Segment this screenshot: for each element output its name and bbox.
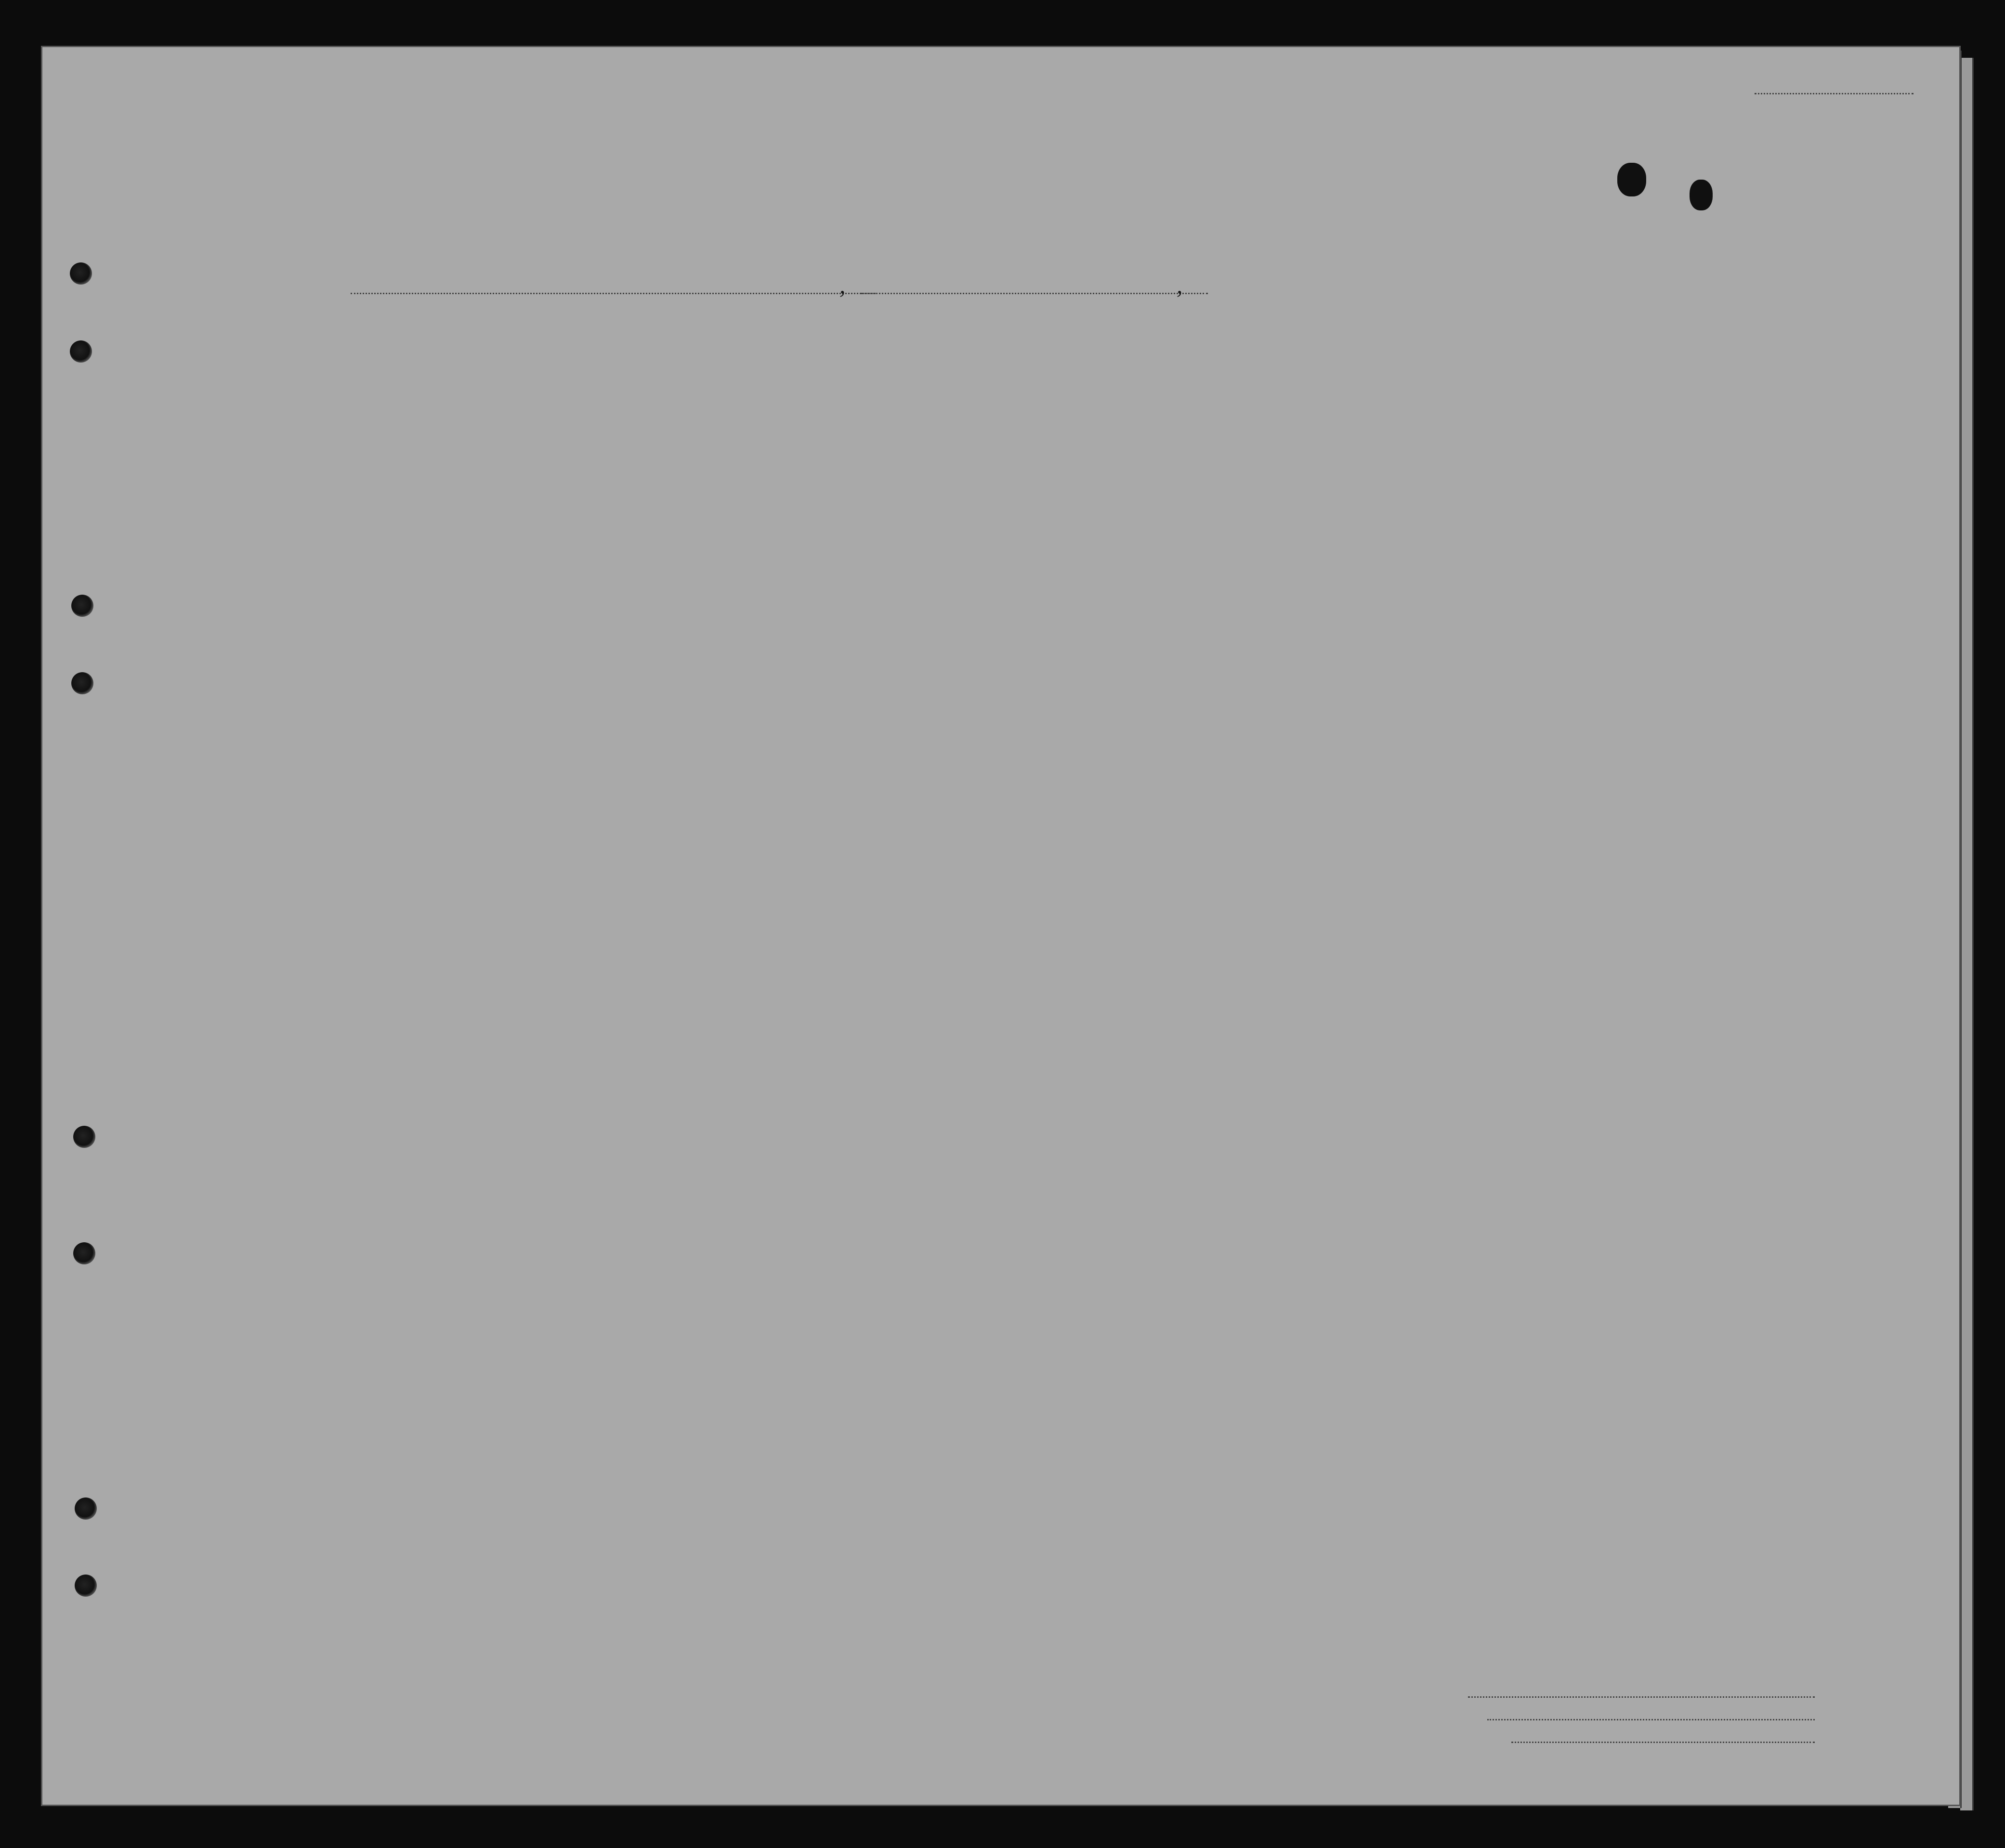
manifest-grid <box>42 47 1959 1805</box>
binding-hole <box>71 672 93 694</box>
binding-hole <box>73 1242 95 1264</box>
binding-hole <box>70 262 92 285</box>
binding-hole <box>71 595 93 617</box>
binding-hole <box>75 1497 97 1520</box>
owners-rule <box>1487 1719 1815 1720</box>
page-edge <box>1960 58 1974 1810</box>
line-rule <box>1468 1696 1815 1698</box>
header-arrested <box>1508 380 1529 486</box>
binding-hole <box>70 340 92 363</box>
binding-hole <box>73 1126 95 1148</box>
binding-hole <box>75 1575 97 1597</box>
header-length-of-stay <box>1218 384 1246 490</box>
comma: , <box>1177 272 1183 299</box>
header-prison <box>1310 369 1337 495</box>
manifest-sheet <box>41 46 1961 1806</box>
comma: , <box>839 272 846 299</box>
header-excluded <box>1479 380 1500 486</box>
header-intends-citizen <box>1249 384 1277 490</box>
agents-rule <box>1511 1742 1815 1743</box>
header-overthrow <box>1406 369 1448 499</box>
